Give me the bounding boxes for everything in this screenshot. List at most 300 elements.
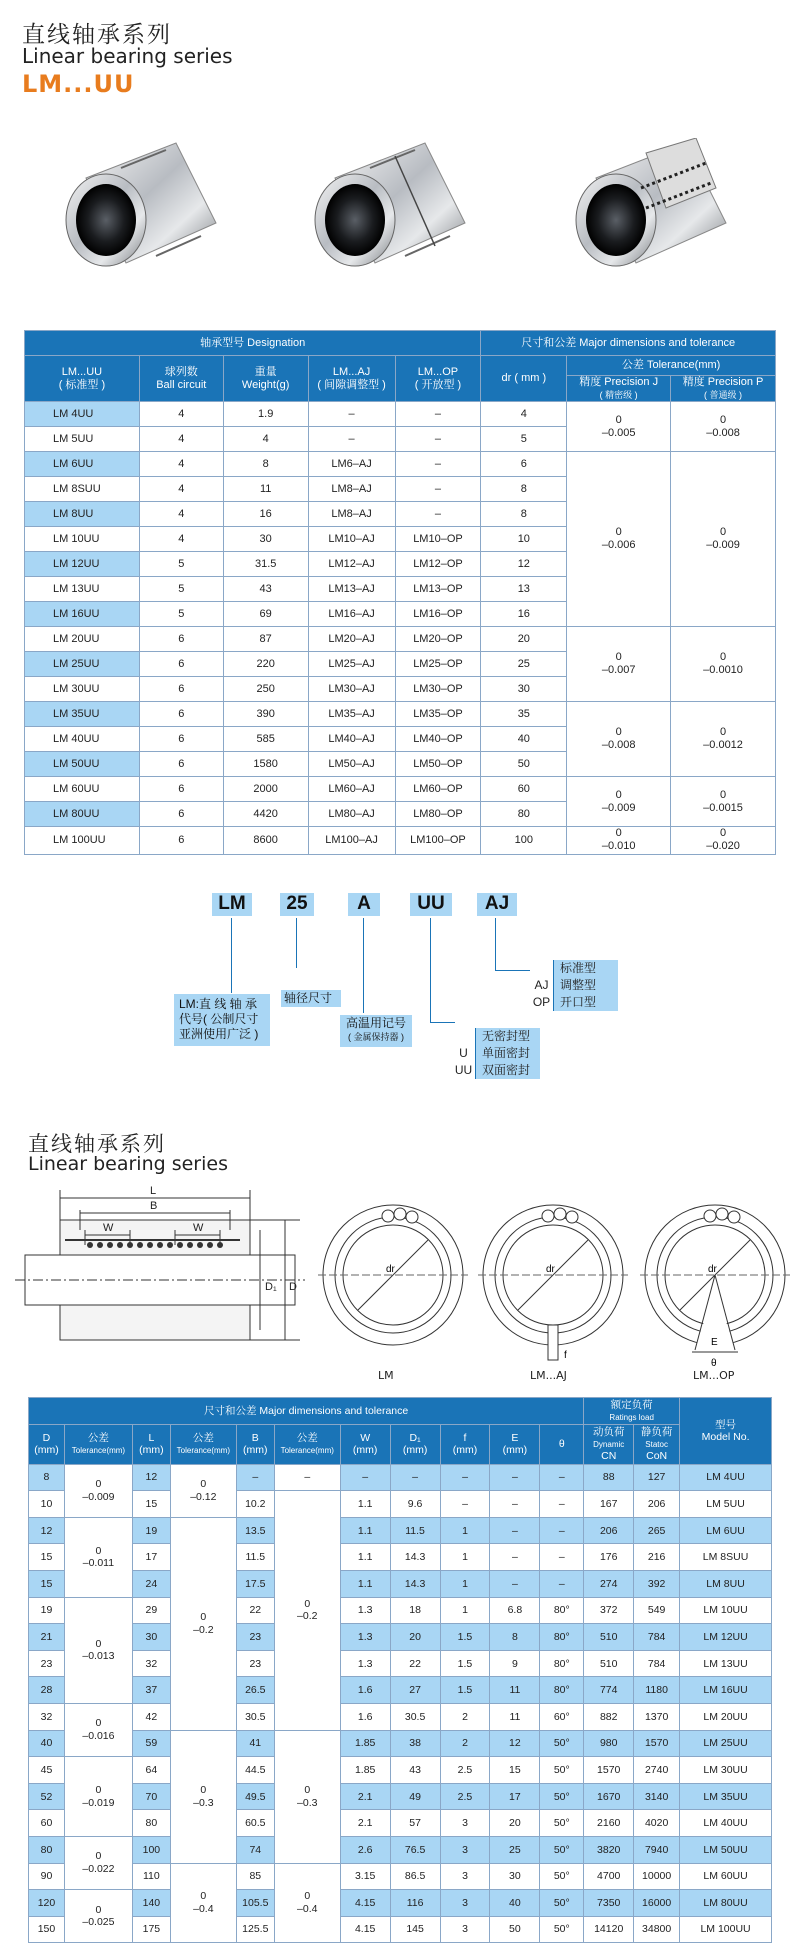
table-row: [29, 1890, 772, 1917]
f-cell: 3: [440, 1836, 490, 1863]
d-cell: 21: [29, 1624, 65, 1651]
table-row: [25, 827, 776, 854]
svg-text:f: f: [564, 1350, 567, 1361]
theta-cell: 50°: [540, 1783, 584, 1810]
f-cell: 2: [440, 1730, 490, 1757]
op-model-cell: LM60–OP: [395, 777, 481, 802]
theta-cell: 50°: [540, 1916, 584, 1943]
dynamic-load-cell: 274: [584, 1570, 634, 1597]
f-cell: 1: [440, 1597, 490, 1624]
t2-col-l: L (mm): [132, 1424, 170, 1464]
b-cell: 17.5: [236, 1570, 274, 1597]
dynamic-load-cell: 167: [584, 1491, 634, 1518]
dr-cell: 25: [481, 652, 567, 677]
dr-cell: 20: [481, 627, 567, 652]
aj-model-cell: LM40–AJ: [308, 727, 395, 752]
d-cell: 150: [29, 1916, 65, 1943]
theta-cell: 80°: [540, 1650, 584, 1677]
d-tolerance-cell: 0 –0.019: [64, 1757, 132, 1837]
t2-ratings-header: 额定负荷 Ratings load: [584, 1398, 680, 1425]
d-tolerance-cell: 0 –0.013: [64, 1597, 132, 1703]
static-load-cell: 10000: [634, 1863, 680, 1890]
e-cell: 11: [490, 1703, 540, 1730]
dynamic-load-cell: 372: [584, 1597, 634, 1624]
table-row: [25, 702, 776, 727]
theta-cell: 60°: [540, 1703, 584, 1730]
section2-title-cn: 直线轴承系列: [28, 1132, 166, 1156]
f-cell: 3: [440, 1916, 490, 1943]
dr-cell: 60: [481, 777, 567, 802]
b-cell: 22: [236, 1597, 274, 1624]
d-tolerance-cell: 0 –0.025: [64, 1890, 132, 1943]
e-cell: –: [490, 1570, 540, 1597]
static-load-cell: 216: [634, 1544, 680, 1571]
t2-col-con: 静负荷 Statoc CoN: [634, 1424, 680, 1464]
d1-cell: –: [390, 1464, 440, 1491]
ball-circuit-cell: 6: [139, 627, 223, 652]
page-title-cn: 直线轴承系列: [22, 22, 172, 48]
op-model-cell: LM40–OP: [395, 727, 481, 752]
e-cell: 9: [490, 1650, 540, 1677]
weight-cell: 16: [223, 502, 308, 527]
model-cell: LM 40UU: [25, 727, 140, 752]
weight-cell: 1580: [223, 752, 308, 777]
l-tolerance-cell: 0 –0.12: [170, 1464, 236, 1517]
aj-model-cell: LM16–AJ: [308, 602, 395, 627]
model-cell: LM 35UU: [680, 1783, 772, 1810]
weight-cell: 4: [223, 427, 308, 452]
e-cell: –: [490, 1544, 540, 1571]
table-row: [29, 1570, 772, 1597]
w-cell: 1.1: [340, 1491, 390, 1518]
precision-j-cell: 0 –0.009: [567, 777, 671, 827]
bearing-photo-op: [566, 138, 736, 288]
theta-cell: 50°: [540, 1810, 584, 1837]
code-size: 25: [280, 893, 314, 916]
b-cell: 13.5: [236, 1517, 274, 1544]
dynamic-load-cell: 2160: [584, 1810, 634, 1837]
w-cell: 3.15: [340, 1863, 390, 1890]
static-load-cell: 265: [634, 1517, 680, 1544]
aj-model-cell: LM12–AJ: [308, 552, 395, 577]
dynamic-load-cell: 3820: [584, 1836, 634, 1863]
static-load-cell: 784: [634, 1624, 680, 1651]
b-cell: –: [236, 1464, 274, 1491]
model-cell: LM 13UU: [680, 1650, 772, 1677]
weight-cell: 30: [223, 527, 308, 552]
b-cell: 44.5: [236, 1757, 274, 1784]
d1-cell: 116: [390, 1890, 440, 1917]
l-cell: 12: [132, 1464, 170, 1491]
model-cell: LM 25UU: [25, 652, 140, 677]
e-cell: 25: [490, 1836, 540, 1863]
dr-cell: 12: [481, 552, 567, 577]
l-cell: 19: [132, 1517, 170, 1544]
precision-j-cell: 0 –0.006: [567, 452, 671, 627]
w-cell: 1.6: [340, 1703, 390, 1730]
dr-cell: 8: [481, 477, 567, 502]
ball-circuit-cell: 6: [139, 802, 223, 827]
static-load-cell: 127: [634, 1464, 680, 1491]
d-cell: 32: [29, 1703, 65, 1730]
static-load-cell: 1370: [634, 1703, 680, 1730]
op-model-cell: –: [395, 402, 481, 427]
bearing-front-view-aj: [478, 1200, 628, 1370]
bearing-front-view-op: [640, 1200, 790, 1370]
weight-cell: 1.9: [223, 402, 308, 427]
aj-model-cell: LM50–AJ: [308, 752, 395, 777]
e-cell: 11: [490, 1677, 540, 1704]
model-cell: LM 40UU: [680, 1810, 772, 1837]
weight-cell: 87: [223, 627, 308, 652]
dr-cell: 35: [481, 702, 567, 727]
static-load-cell: 784: [634, 1650, 680, 1677]
f-cell: 3: [440, 1890, 490, 1917]
aj-model-cell: LM13–AJ: [308, 577, 395, 602]
e-cell: –: [490, 1517, 540, 1544]
l-cell: 59: [132, 1730, 170, 1757]
b-cell: 26.5: [236, 1677, 274, 1704]
w-cell: 2.1: [340, 1783, 390, 1810]
dr-cell: 8: [481, 502, 567, 527]
t2-col-cn: 动负荷 Dynamic CN: [584, 1424, 634, 1464]
d-cell: 120: [29, 1890, 65, 1917]
theta-cell: 80°: [540, 1597, 584, 1624]
table-row: [25, 402, 776, 427]
theta-cell: 50°: [540, 1730, 584, 1757]
ball-circuit-cell: 4: [139, 502, 223, 527]
l-cell: 32: [132, 1650, 170, 1677]
w-cell: 1.1: [340, 1517, 390, 1544]
static-load-cell: 549: [634, 1597, 680, 1624]
aj-model-cell: LM80–AJ: [308, 802, 395, 827]
ball-circuit-cell: 4: [139, 427, 223, 452]
dynamic-load-cell: 14120: [584, 1916, 634, 1943]
d-cell: 40: [29, 1730, 65, 1757]
ball-circuit-cell: 5: [139, 577, 223, 602]
svg-text:L: L: [150, 1185, 157, 1197]
op-model-cell: –: [395, 452, 481, 477]
table-row: [29, 1783, 772, 1810]
table-row: [29, 1757, 772, 1784]
precision-j-cell: 0 –0.008: [567, 702, 671, 777]
b-cell: 23: [236, 1650, 274, 1677]
dr-cell: 6: [481, 452, 567, 477]
model-cell: LM 30UU: [25, 677, 140, 702]
ball-circuit-cell: 6: [139, 727, 223, 752]
op-model-cell: LM50–OP: [395, 752, 481, 777]
type-options: 标准型 AJ 调整型 OP 开口型: [530, 960, 618, 1011]
ball-circuit-cell: 4: [139, 402, 223, 427]
aj-model-cell: LM30–AJ: [308, 677, 395, 702]
svg-text:θ: θ: [711, 1358, 717, 1369]
section2-title-en: Linear bearing series: [28, 1153, 228, 1175]
d1-cell: 27: [390, 1677, 440, 1704]
l-cell: 29: [132, 1597, 170, 1624]
model-cell: LM 10UU: [25, 527, 140, 552]
dynamic-load-cell: 1670: [584, 1783, 634, 1810]
page-title-en: Linear bearing series: [22, 44, 233, 68]
col-lmop: LM...OP ( 开放型 ): [395, 356, 481, 402]
lm-description: LM:直 线 轴 承 代号( 公制尺寸 亚洲使用广泛 ): [174, 994, 270, 1046]
static-load-cell: 34800: [634, 1916, 680, 1943]
model-cell: LM 80UU: [25, 802, 140, 827]
model-cell: LM 6UU: [25, 452, 140, 477]
table-row: [29, 1677, 772, 1704]
aj-model-cell: LM8–AJ: [308, 477, 395, 502]
bearing-photo-aj: [305, 138, 475, 288]
l-cell: 30: [132, 1624, 170, 1651]
l-cell: 17: [132, 1544, 170, 1571]
w-cell: 2.1: [340, 1810, 390, 1837]
e-cell: 30: [490, 1863, 540, 1890]
w-cell: 2.6: [340, 1836, 390, 1863]
l-cell: 175: [132, 1916, 170, 1943]
aj-model-cell: LM20–AJ: [308, 627, 395, 652]
e-cell: –: [490, 1464, 540, 1491]
theta-cell: 50°: [540, 1757, 584, 1784]
dynamic-load-cell: 510: [584, 1624, 634, 1651]
op-model-cell: –: [395, 427, 481, 452]
w-cell: 4.15: [340, 1890, 390, 1917]
w-cell: 1.1: [340, 1544, 390, 1571]
precision-p-cell: 0 –0.0010: [671, 627, 776, 702]
ball-circuit-cell: 6: [139, 777, 223, 802]
b-cell: 49.5: [236, 1783, 274, 1810]
weight-cell: 8600: [223, 827, 308, 854]
col-lmuu: LM...UU ( 标准型 ): [25, 356, 140, 402]
op-model-cell: –: [395, 477, 481, 502]
precision-p-cell: 0 –0.020: [671, 827, 776, 854]
b-cell: 41: [236, 1730, 274, 1757]
t2-col-w: W (mm): [340, 1424, 390, 1464]
w-cell: 1.3: [340, 1624, 390, 1651]
op-model-cell: –: [395, 502, 481, 527]
op-model-cell: LM16–OP: [395, 602, 481, 627]
table-row: [29, 1836, 772, 1863]
t2-col-b-tol: 公差 Tolerance(mm): [274, 1424, 340, 1464]
precision-j-cell: 0 –0.007: [567, 627, 671, 702]
op-model-cell: LM100–OP: [395, 827, 481, 854]
code-lm: LM: [212, 893, 252, 916]
table-row: [29, 1916, 772, 1943]
aj-model-cell: LM6–AJ: [308, 452, 395, 477]
svg-text:dr: dr: [386, 1264, 395, 1275]
l-cell: 70: [132, 1783, 170, 1810]
f-cell: 1: [440, 1544, 490, 1571]
dr-cell: 5: [481, 427, 567, 452]
model-cell: LM 12UU: [25, 552, 140, 577]
view-label-lm: LM: [378, 1369, 394, 1382]
t2-col-d: D (mm): [29, 1424, 65, 1464]
static-load-cell: 2740: [634, 1757, 680, 1784]
d1-cell: 14.3: [390, 1544, 440, 1571]
dynamic-load-cell: 1570: [584, 1757, 634, 1784]
table-row: [29, 1517, 772, 1544]
dynamic-load-cell: 7350: [584, 1890, 634, 1917]
dynamic-load-cell: 510: [584, 1650, 634, 1677]
w-cell: 1.3: [340, 1597, 390, 1624]
table-row: [29, 1650, 772, 1677]
d1-cell: 86.5: [390, 1863, 440, 1890]
model-cell: LM 50UU: [680, 1836, 772, 1863]
theta-cell: 50°: [540, 1890, 584, 1917]
model-cell: LM 60UU: [680, 1863, 772, 1890]
static-load-cell: 3140: [634, 1783, 680, 1810]
theta-cell: –: [540, 1491, 584, 1518]
d1-cell: 38: [390, 1730, 440, 1757]
f-cell: 2: [440, 1703, 490, 1730]
d1-cell: 9.6: [390, 1491, 440, 1518]
l-tolerance-cell: 0 –0.2: [170, 1517, 236, 1730]
dr-cell: 10: [481, 527, 567, 552]
model-cell: LM 80UU: [680, 1890, 772, 1917]
aj-model-cell: LM25–AJ: [308, 652, 395, 677]
b-cell: 125.5: [236, 1916, 274, 1943]
op-model-cell: LM13–OP: [395, 577, 481, 602]
w-cell: 4.15: [340, 1916, 390, 1943]
dynamic-load-cell: 176: [584, 1544, 634, 1571]
weight-cell: 4420: [223, 802, 308, 827]
precision-p-cell: 0 –0.008: [671, 402, 776, 452]
d1-cell: 11.5: [390, 1517, 440, 1544]
op-model-cell: LM30–OP: [395, 677, 481, 702]
aj-model-cell: LM35–AJ: [308, 702, 395, 727]
e-cell: –: [490, 1491, 540, 1518]
d1-cell: 76.5: [390, 1836, 440, 1863]
table-row: [29, 1730, 772, 1757]
e-cell: 12: [490, 1730, 540, 1757]
bearing-front-view-lm: [318, 1200, 468, 1350]
aj-model-cell: –: [308, 427, 395, 452]
w-cell: 1.85: [340, 1757, 390, 1784]
static-load-cell: 1570: [634, 1730, 680, 1757]
model-series-label: LM...UU: [22, 70, 135, 98]
dynamic-load-cell: 774: [584, 1677, 634, 1704]
b-tolerance-cell: 0 –0.4: [274, 1863, 340, 1943]
d1-cell: 49: [390, 1783, 440, 1810]
temp-description: 高温用记号 ( 金属保持器 ): [340, 1015, 412, 1047]
weight-cell: 220: [223, 652, 308, 677]
d-cell: 90: [29, 1863, 65, 1890]
theta-cell: 80°: [540, 1624, 584, 1651]
d-cell: 52: [29, 1783, 65, 1810]
size-description: 轴径尺寸: [281, 990, 341, 1007]
svg-text:dr: dr: [546, 1264, 555, 1275]
aj-model-cell: LM10–AJ: [308, 527, 395, 552]
ball-circuit-cell: 5: [139, 602, 223, 627]
f-cell: –: [440, 1464, 490, 1491]
d1-cell: 43: [390, 1757, 440, 1784]
svg-text:B: B: [150, 1200, 158, 1212]
col-weight: 重量 Weight(g): [223, 356, 308, 402]
d1-cell: 145: [390, 1916, 440, 1943]
dr-cell: 80: [481, 802, 567, 827]
svg-text:W: W: [193, 1222, 204, 1234]
f-cell: 1.5: [440, 1677, 490, 1704]
dynamic-load-cell: 4700: [584, 1863, 634, 1890]
weight-cell: 69: [223, 602, 308, 627]
d-cell: 15: [29, 1570, 65, 1597]
dr-cell: 100: [481, 827, 567, 854]
table-row: [29, 1703, 772, 1730]
ball-circuit-cell: 4: [139, 477, 223, 502]
d-cell: 19: [29, 1597, 65, 1624]
w-cell: 1.6: [340, 1677, 390, 1704]
table-row: [29, 1810, 772, 1837]
t2-col-f: f (mm): [440, 1424, 490, 1464]
model-cell: LM 16UU: [25, 602, 140, 627]
model-cell: LM 4UU: [680, 1464, 772, 1491]
dr-cell: 40: [481, 727, 567, 752]
e-cell: 15: [490, 1757, 540, 1784]
static-load-cell: 4020: [634, 1810, 680, 1837]
w-cell: 1.85: [340, 1730, 390, 1757]
table-row: [29, 1491, 772, 1518]
op-model-cell: LM80–OP: [395, 802, 481, 827]
b-cell: 30.5: [236, 1703, 274, 1730]
t2-col-d1: D₁ (mm): [390, 1424, 440, 1464]
t2-col-d-tol: 公差 Tolerance(mm): [64, 1424, 132, 1464]
ball-circuit-cell: 6: [139, 702, 223, 727]
l-cell: 24: [132, 1570, 170, 1597]
op-model-cell: LM25–OP: [395, 652, 481, 677]
op-model-cell: LM10–OP: [395, 527, 481, 552]
table-row: [29, 1464, 772, 1491]
static-load-cell: 206: [634, 1491, 680, 1518]
ball-circuit-cell: 6: [139, 677, 223, 702]
table-row: [29, 1544, 772, 1571]
e-cell: 50: [490, 1916, 540, 1943]
ball-circuit-cell: 5: [139, 552, 223, 577]
d-tolerance-cell: 0 –0.016: [64, 1703, 132, 1756]
b-cell: 85: [236, 1863, 274, 1890]
dr-cell: 50: [481, 752, 567, 777]
weight-cell: 43: [223, 577, 308, 602]
f-cell: –: [440, 1491, 490, 1518]
precision-j-cell: 0 –0.010: [567, 827, 671, 854]
weight-cell: 31.5: [223, 552, 308, 577]
e-cell: 8: [490, 1624, 540, 1651]
col-precision-j: 精度 Precision J ( 精密级 ): [567, 376, 671, 402]
e-cell: 17: [490, 1783, 540, 1810]
op-model-cell: LM12–OP: [395, 552, 481, 577]
d-cell: 60: [29, 1810, 65, 1837]
table-row: [25, 627, 776, 652]
theta-cell: 50°: [540, 1863, 584, 1890]
svg-text:W: W: [103, 1222, 114, 1234]
code-seal: UU: [410, 893, 452, 916]
d-tolerance-cell: 0 –0.009: [64, 1464, 132, 1517]
b-cell: 23: [236, 1624, 274, 1651]
b-cell: 105.5: [236, 1890, 274, 1917]
d1-cell: 14.3: [390, 1570, 440, 1597]
weight-cell: 390: [223, 702, 308, 727]
designation-table: [24, 330, 776, 855]
weight-cell: 8: [223, 452, 308, 477]
theta-cell: 80°: [540, 1677, 584, 1704]
dynamic-load-cell: 88: [584, 1464, 634, 1491]
l-cell: 42: [132, 1703, 170, 1730]
l-cell: 37: [132, 1677, 170, 1704]
l-tolerance-cell: 0 –0.3: [170, 1730, 236, 1863]
f-cell: 2.5: [440, 1783, 490, 1810]
static-load-cell: 7940: [634, 1836, 680, 1863]
static-load-cell: 16000: [634, 1890, 680, 1917]
ball-circuit-cell: 4: [139, 452, 223, 477]
static-load-cell: 1180: [634, 1677, 680, 1704]
b-cell: 74: [236, 1836, 274, 1863]
